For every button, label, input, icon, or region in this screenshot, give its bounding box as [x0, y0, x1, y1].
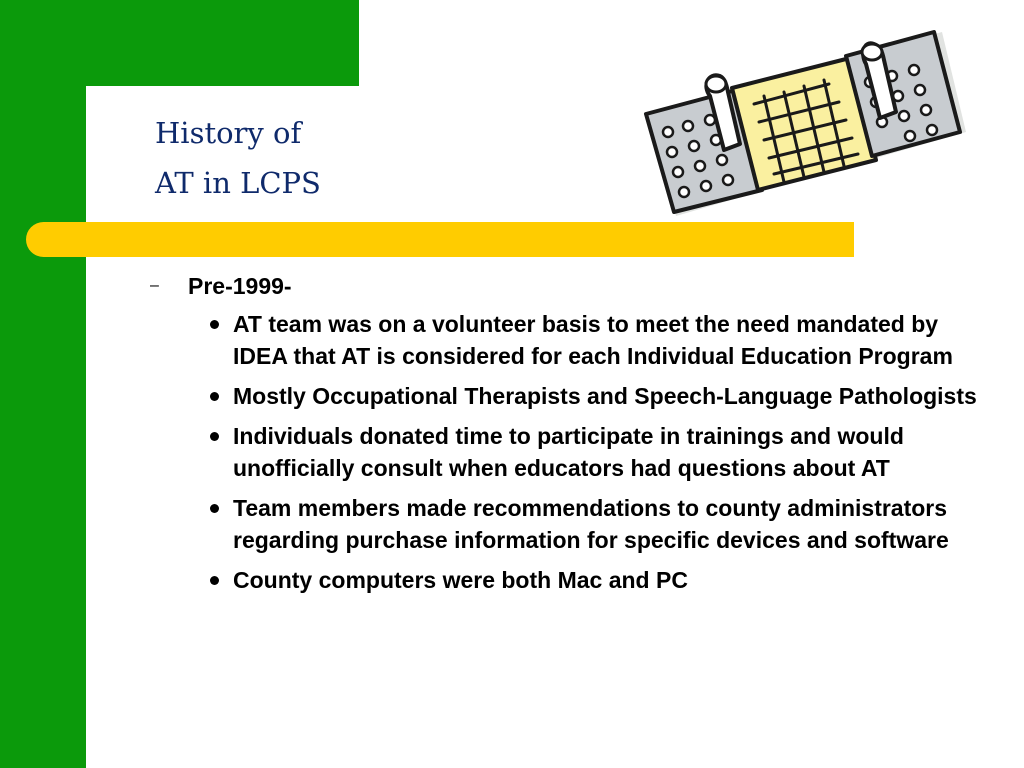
yellow-divider-bar [26, 222, 854, 257]
top-green-band [0, 0, 359, 86]
bullet-dot-icon [210, 504, 219, 513]
bullet-dot-icon [210, 392, 219, 401]
list-item-text: Team members made recommendations to county administrators regarding purchase information for specific devices and software [233, 495, 949, 553]
list-item [150, 564, 990, 596]
list-item [150, 380, 990, 412]
left-green-band [0, 0, 86, 768]
list-item-text: Individuals donated time to participate in trainings and would unofficially consult when educators had questions about AT [233, 423, 904, 481]
list-item [150, 308, 990, 372]
bullet-dot-icon [210, 576, 219, 585]
list-item [150, 420, 990, 484]
dash-icon: – [150, 277, 159, 294]
slide-body [150, 270, 990, 604]
list-item-text: Mostly Occupational Therapists and Speech-Language Pathologists [233, 383, 977, 409]
bullet-list [150, 308, 990, 596]
list-item-text: County computers were both Mac and PC [233, 567, 688, 593]
section-heading [150, 270, 990, 302]
title-line-1: History of [155, 116, 302, 150]
bullet-dot-icon [210, 320, 219, 329]
slide-title [155, 108, 321, 208]
section-heading-text: Pre-1999- [188, 273, 292, 299]
bandage-icon [624, 14, 970, 220]
rounded-corner [86, 86, 146, 146]
list-item [150, 492, 990, 556]
title-line-2: AT in LCPS [155, 166, 321, 200]
bullet-dot-icon [210, 432, 219, 441]
list-item-text: AT team was on a volunteer basis to meet the need mandated by IDEA that AT is considered for each Individual Education Program [233, 311, 953, 369]
